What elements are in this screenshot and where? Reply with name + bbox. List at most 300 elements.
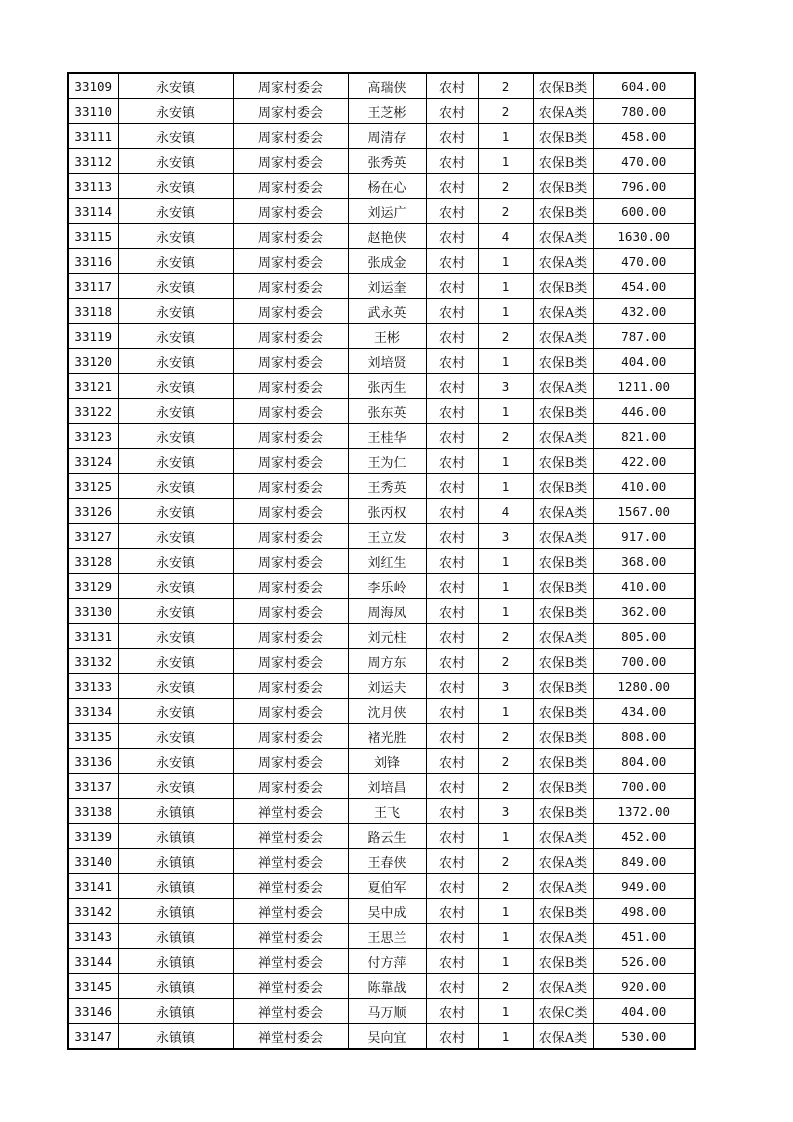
insurance-category-cell: 农保A类 (533, 824, 593, 849)
amount-cell: 368.00 (593, 549, 695, 574)
person-name-cell: 张成金 (348, 249, 426, 274)
household-size-cell: 3 (478, 374, 533, 399)
household-size-cell: 1 (478, 899, 533, 924)
amount-cell: 410.00 (593, 574, 695, 599)
amount-cell: 600.00 (593, 199, 695, 224)
village-committee-cell: 周家村委会 (233, 599, 348, 624)
table-row (68, 599, 695, 624)
town-cell: 永安镇 (118, 73, 233, 99)
town-cell: 永安镇 (118, 299, 233, 324)
record-id-cell: 33143 (68, 924, 118, 949)
household-size-cell: 1 (478, 999, 533, 1024)
record-id-cell: 33115 (68, 224, 118, 249)
household-type-cell: 农村 (426, 699, 478, 724)
amount-cell: 804.00 (593, 749, 695, 774)
household-size-cell: 1 (478, 949, 533, 974)
household-type-cell: 农村 (426, 499, 478, 524)
household-type-cell: 农村 (426, 649, 478, 674)
town-cell: 永安镇 (118, 324, 233, 349)
household-type-cell: 农村 (426, 124, 478, 149)
household-type-cell: 农村 (426, 174, 478, 199)
town-cell: 永镇镇 (118, 824, 233, 849)
person-name-cell: 刘运广 (348, 199, 426, 224)
household-type-cell: 农村 (426, 774, 478, 799)
household-size-cell: 1 (478, 274, 533, 299)
table-row (68, 274, 695, 299)
household-size-cell: 1 (478, 349, 533, 374)
village-committee-cell: 周家村委会 (233, 199, 348, 224)
insurance-category-cell: 农保B类 (533, 399, 593, 424)
insurance-category-cell: 农保B类 (533, 649, 593, 674)
insurance-category-cell: 农保B类 (533, 774, 593, 799)
town-cell: 永安镇 (118, 224, 233, 249)
town-cell: 永镇镇 (118, 974, 233, 999)
record-id-cell: 33116 (68, 249, 118, 274)
record-id-cell: 33114 (68, 199, 118, 224)
amount-cell: 849.00 (593, 849, 695, 874)
insurance-category-cell: 农保B类 (533, 749, 593, 774)
record-id-cell: 33121 (68, 374, 118, 399)
household-type-cell: 农村 (426, 624, 478, 649)
record-id-cell: 33137 (68, 774, 118, 799)
household-size-cell: 1 (478, 399, 533, 424)
table-row (68, 899, 695, 924)
records-table (67, 72, 696, 1050)
household-size-cell: 2 (478, 974, 533, 999)
village-committee-cell: 周家村委会 (233, 649, 348, 674)
insurance-category-cell: 农保A类 (533, 924, 593, 949)
table-row (68, 324, 695, 349)
household-type-cell: 农村 (426, 224, 478, 249)
person-name-cell: 路云生 (348, 824, 426, 849)
insurance-category-cell: 农保B类 (533, 674, 593, 699)
household-size-cell: 1 (478, 1024, 533, 1050)
household-size-cell: 2 (478, 99, 533, 124)
amount-cell: 432.00 (593, 299, 695, 324)
household-size-cell: 2 (478, 724, 533, 749)
town-cell: 永安镇 (118, 399, 233, 424)
household-type-cell: 农村 (426, 524, 478, 549)
village-committee-cell: 周家村委会 (233, 149, 348, 174)
amount-cell: 362.00 (593, 599, 695, 624)
insurance-category-cell: 农保B类 (533, 474, 593, 499)
town-cell: 永安镇 (118, 149, 233, 174)
amount-cell: 470.00 (593, 149, 695, 174)
town-cell: 永镇镇 (118, 924, 233, 949)
village-committee-cell: 禅堂村委会 (233, 999, 348, 1024)
person-name-cell: 刘运奎 (348, 274, 426, 299)
person-name-cell: 周清存 (348, 124, 426, 149)
person-name-cell: 王芝彬 (348, 99, 426, 124)
person-name-cell: 杨在心 (348, 174, 426, 199)
person-name-cell: 王思兰 (348, 924, 426, 949)
town-cell: 永安镇 (118, 574, 233, 599)
household-size-cell: 3 (478, 799, 533, 824)
record-id-cell: 33134 (68, 699, 118, 724)
insurance-category-cell: 农保A类 (533, 299, 593, 324)
table-row (68, 424, 695, 449)
table-row (68, 999, 695, 1024)
person-name-cell: 刘锋 (348, 749, 426, 774)
amount-cell: 434.00 (593, 699, 695, 724)
household-type-cell: 农村 (426, 449, 478, 474)
town-cell: 永镇镇 (118, 874, 233, 899)
household-type-cell: 农村 (426, 374, 478, 399)
household-size-cell: 3 (478, 674, 533, 699)
record-id-cell: 33126 (68, 499, 118, 524)
table-row (68, 924, 695, 949)
record-id-cell: 33140 (68, 849, 118, 874)
record-id-cell: 33118 (68, 299, 118, 324)
table-row (68, 799, 695, 824)
amount-cell: 470.00 (593, 249, 695, 274)
insurance-category-cell: 农保B类 (533, 724, 593, 749)
record-id-cell: 33122 (68, 399, 118, 424)
village-committee-cell: 禅堂村委会 (233, 949, 348, 974)
amount-cell: 422.00 (593, 449, 695, 474)
household-type-cell: 农村 (426, 99, 478, 124)
record-id-cell: 33142 (68, 899, 118, 924)
record-id-cell: 33113 (68, 174, 118, 199)
town-cell: 永镇镇 (118, 1024, 233, 1050)
person-name-cell: 武永英 (348, 299, 426, 324)
amount-cell: 404.00 (593, 349, 695, 374)
insurance-category-cell: 农保A类 (533, 499, 593, 524)
amount-cell: 700.00 (593, 649, 695, 674)
person-name-cell: 付方萍 (348, 949, 426, 974)
village-committee-cell: 周家村委会 (233, 274, 348, 299)
household-type-cell: 农村 (426, 299, 478, 324)
table-row (68, 299, 695, 324)
record-id-cell: 33109 (68, 73, 118, 99)
record-id-cell: 33111 (68, 124, 118, 149)
amount-cell: 530.00 (593, 1024, 695, 1050)
record-id-cell: 33141 (68, 874, 118, 899)
village-committee-cell: 周家村委会 (233, 424, 348, 449)
person-name-cell: 王秀英 (348, 474, 426, 499)
village-committee-cell: 禅堂村委会 (233, 1024, 348, 1050)
record-id-cell: 33124 (68, 449, 118, 474)
insurance-category-cell: 农保C类 (533, 999, 593, 1024)
person-name-cell: 刘红生 (348, 549, 426, 574)
record-id-cell: 33146 (68, 999, 118, 1024)
amount-cell: 498.00 (593, 899, 695, 924)
household-type-cell: 农村 (426, 824, 478, 849)
insurance-category-cell: 农保B类 (533, 174, 593, 199)
table-row (68, 99, 695, 124)
village-committee-cell: 周家村委会 (233, 349, 348, 374)
record-id-cell: 33139 (68, 824, 118, 849)
insurance-category-cell: 农保A类 (533, 249, 593, 274)
insurance-category-cell: 农保B类 (533, 599, 593, 624)
table-row (68, 724, 695, 749)
person-name-cell: 周海凤 (348, 599, 426, 624)
town-cell: 永安镇 (118, 724, 233, 749)
household-size-cell: 2 (478, 749, 533, 774)
person-name-cell: 沈月侠 (348, 699, 426, 724)
household-size-cell: 1 (478, 599, 533, 624)
town-cell: 永安镇 (118, 274, 233, 299)
insurance-category-cell: 农保A类 (533, 974, 593, 999)
village-committee-cell: 禅堂村委会 (233, 849, 348, 874)
village-committee-cell: 周家村委会 (233, 399, 348, 424)
town-cell: 永安镇 (118, 249, 233, 274)
town-cell: 永镇镇 (118, 949, 233, 974)
record-id-cell: 33110 (68, 99, 118, 124)
person-name-cell: 王春侠 (348, 849, 426, 874)
household-size-cell: 2 (478, 849, 533, 874)
household-size-cell: 1 (478, 699, 533, 724)
record-id-cell: 33120 (68, 349, 118, 374)
insurance-category-cell: 农保B类 (533, 799, 593, 824)
amount-cell: 1630.00 (593, 224, 695, 249)
insurance-category-cell: 农保A类 (533, 874, 593, 899)
record-id-cell: 33138 (68, 799, 118, 824)
amount-cell: 404.00 (593, 999, 695, 1024)
insurance-category-cell: 农保B类 (533, 73, 593, 99)
table-row (68, 574, 695, 599)
town-cell: 永安镇 (118, 374, 233, 399)
household-size-cell: 2 (478, 774, 533, 799)
insurance-category-cell: 农保B类 (533, 199, 593, 224)
table-row (68, 399, 695, 424)
amount-cell: 454.00 (593, 274, 695, 299)
table-row (68, 524, 695, 549)
table-row (68, 449, 695, 474)
household-size-cell: 2 (478, 624, 533, 649)
village-committee-cell: 周家村委会 (233, 73, 348, 99)
person-name-cell: 王立发 (348, 524, 426, 549)
village-committee-cell: 周家村委会 (233, 124, 348, 149)
record-id-cell: 33123 (68, 424, 118, 449)
person-name-cell: 李乐岭 (348, 574, 426, 599)
insurance-category-cell: 农保A类 (533, 424, 593, 449)
amount-cell: 451.00 (593, 924, 695, 949)
amount-cell: 452.00 (593, 824, 695, 849)
household-type-cell: 农村 (426, 73, 478, 99)
table-row (68, 73, 695, 99)
amount-cell: 458.00 (593, 124, 695, 149)
household-size-cell: 1 (478, 474, 533, 499)
table-row (68, 774, 695, 799)
person-name-cell: 夏伯军 (348, 874, 426, 899)
insurance-category-cell: 农保A类 (533, 524, 593, 549)
household-type-cell: 农村 (426, 749, 478, 774)
table-row (68, 624, 695, 649)
town-cell: 永安镇 (118, 124, 233, 149)
household-type-cell: 农村 (426, 999, 478, 1024)
household-size-cell: 2 (478, 174, 533, 199)
record-id-cell: 33128 (68, 549, 118, 574)
village-committee-cell: 周家村委会 (233, 299, 348, 324)
record-id-cell: 33130 (68, 599, 118, 624)
insurance-category-cell: 农保B类 (533, 549, 593, 574)
village-committee-cell: 禅堂村委会 (233, 874, 348, 899)
amount-cell: 604.00 (593, 73, 695, 99)
person-name-cell: 马万顺 (348, 999, 426, 1024)
amount-cell: 920.00 (593, 974, 695, 999)
amount-cell: 796.00 (593, 174, 695, 199)
table-row (68, 674, 695, 699)
insurance-category-cell: 农保A类 (533, 849, 593, 874)
village-committee-cell: 禅堂村委会 (233, 974, 348, 999)
table-row (68, 649, 695, 674)
household-size-cell: 1 (478, 249, 533, 274)
household-size-cell: 1 (478, 449, 533, 474)
table-row (68, 749, 695, 774)
person-name-cell: 吴中成 (348, 899, 426, 924)
person-name-cell: 张东英 (348, 399, 426, 424)
table-row (68, 374, 695, 399)
town-cell: 永安镇 (118, 624, 233, 649)
household-size-cell: 2 (478, 649, 533, 674)
household-size-cell: 4 (478, 224, 533, 249)
village-committee-cell: 禅堂村委会 (233, 899, 348, 924)
amount-cell: 821.00 (593, 424, 695, 449)
table-row (68, 199, 695, 224)
person-name-cell: 张秀英 (348, 149, 426, 174)
amount-cell: 410.00 (593, 474, 695, 499)
household-type-cell: 农村 (426, 674, 478, 699)
record-id-cell: 33112 (68, 149, 118, 174)
household-type-cell: 农村 (426, 199, 478, 224)
person-name-cell: 王飞 (348, 799, 426, 824)
person-name-cell: 张丙权 (348, 499, 426, 524)
household-size-cell: 1 (478, 824, 533, 849)
insurance-category-cell: 农保B类 (533, 149, 593, 174)
town-cell: 永安镇 (118, 649, 233, 674)
village-committee-cell: 禅堂村委会 (233, 924, 348, 949)
household-size-cell: 1 (478, 574, 533, 599)
record-id-cell: 33129 (68, 574, 118, 599)
insurance-category-cell: 农保A类 (533, 624, 593, 649)
household-type-cell: 农村 (426, 249, 478, 274)
amount-cell: 787.00 (593, 324, 695, 349)
town-cell: 永安镇 (118, 499, 233, 524)
household-type-cell: 农村 (426, 949, 478, 974)
person-name-cell: 王桂华 (348, 424, 426, 449)
town-cell: 永安镇 (118, 774, 233, 799)
household-type-cell: 农村 (426, 399, 478, 424)
household-type-cell: 农村 (426, 799, 478, 824)
table-row (68, 949, 695, 974)
household-size-cell: 3 (478, 524, 533, 549)
insurance-category-cell: 农保A类 (533, 324, 593, 349)
household-type-cell: 农村 (426, 149, 478, 174)
town-cell: 永安镇 (118, 549, 233, 574)
table-row (68, 174, 695, 199)
person-name-cell: 刘培贤 (348, 349, 426, 374)
household-size-cell: 1 (478, 124, 533, 149)
amount-cell: 780.00 (593, 99, 695, 124)
person-name-cell: 赵艳侠 (348, 224, 426, 249)
insurance-category-cell: 农保A类 (533, 99, 593, 124)
insurance-category-cell: 农保B类 (533, 449, 593, 474)
village-committee-cell: 周家村委会 (233, 499, 348, 524)
village-committee-cell: 禅堂村委会 (233, 824, 348, 849)
table-row (68, 124, 695, 149)
town-cell: 永镇镇 (118, 849, 233, 874)
record-id-cell: 33133 (68, 674, 118, 699)
household-type-cell: 农村 (426, 724, 478, 749)
table-row (68, 849, 695, 874)
household-size-cell: 4 (478, 499, 533, 524)
household-type-cell: 农村 (426, 599, 478, 624)
table-row (68, 974, 695, 999)
record-id-cell: 33125 (68, 474, 118, 499)
insurance-category-cell: 农保B类 (533, 899, 593, 924)
village-committee-cell: 周家村委会 (233, 249, 348, 274)
village-committee-cell: 周家村委会 (233, 724, 348, 749)
table-row (68, 549, 695, 574)
record-id-cell: 33132 (68, 649, 118, 674)
town-cell: 永镇镇 (118, 999, 233, 1024)
record-id-cell: 33145 (68, 974, 118, 999)
household-size-cell: 2 (478, 73, 533, 99)
village-committee-cell: 周家村委会 (233, 374, 348, 399)
town-cell: 永安镇 (118, 174, 233, 199)
town-cell: 永镇镇 (118, 899, 233, 924)
household-type-cell: 农村 (426, 324, 478, 349)
household-size-cell: 1 (478, 549, 533, 574)
town-cell: 永安镇 (118, 99, 233, 124)
insurance-category-cell: 农保A类 (533, 1024, 593, 1050)
household-type-cell: 农村 (426, 849, 478, 874)
amount-cell: 949.00 (593, 874, 695, 899)
village-committee-cell: 周家村委会 (233, 174, 348, 199)
village-committee-cell: 禅堂村委会 (233, 799, 348, 824)
household-type-cell: 农村 (426, 899, 478, 924)
household-type-cell: 农村 (426, 274, 478, 299)
record-id-cell: 33119 (68, 324, 118, 349)
household-type-cell: 农村 (426, 424, 478, 449)
insurance-category-cell: 农保B类 (533, 349, 593, 374)
town-cell: 永安镇 (118, 699, 233, 724)
table-row (68, 224, 695, 249)
town-cell: 永安镇 (118, 674, 233, 699)
person-name-cell: 张丙生 (348, 374, 426, 399)
village-committee-cell: 周家村委会 (233, 774, 348, 799)
record-id-cell: 33144 (68, 949, 118, 974)
household-type-cell: 农村 (426, 974, 478, 999)
record-id-cell: 33127 (68, 524, 118, 549)
town-cell: 永安镇 (118, 349, 233, 374)
village-committee-cell: 周家村委会 (233, 524, 348, 549)
insurance-category-cell: 农保B类 (533, 274, 593, 299)
town-cell: 永安镇 (118, 199, 233, 224)
amount-cell: 808.00 (593, 724, 695, 749)
person-name-cell: 刘元柱 (348, 624, 426, 649)
household-size-cell: 1 (478, 299, 533, 324)
amount-cell: 1567.00 (593, 499, 695, 524)
amount-cell: 700.00 (593, 774, 695, 799)
household-type-cell: 农村 (426, 924, 478, 949)
household-size-cell: 2 (478, 324, 533, 349)
household-type-cell: 农村 (426, 474, 478, 499)
table-row (68, 149, 695, 174)
amount-cell: 1211.00 (593, 374, 695, 399)
amount-cell: 446.00 (593, 399, 695, 424)
person-name-cell: 陈靠战 (348, 974, 426, 999)
town-cell: 永镇镇 (118, 799, 233, 824)
household-type-cell: 农村 (426, 349, 478, 374)
record-id-cell: 33136 (68, 749, 118, 774)
village-committee-cell: 周家村委会 (233, 624, 348, 649)
table-row (68, 699, 695, 724)
table-row (68, 1024, 695, 1050)
town-cell: 永安镇 (118, 424, 233, 449)
amount-cell: 1280.00 (593, 674, 695, 699)
